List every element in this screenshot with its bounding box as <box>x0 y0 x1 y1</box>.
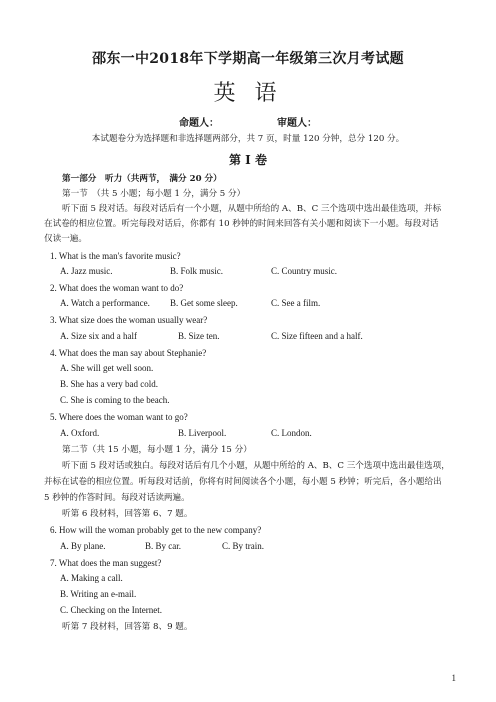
option-b: B. Get some sleep. <box>170 298 238 308</box>
option-c: C. She is coming to the beach. <box>60 395 170 405</box>
question-4: 4. What does the man say about Stephanie? <box>50 348 207 358</box>
option-b: B. She has a very bad cold. <box>60 379 158 389</box>
option-a: A. She will get well soon. <box>60 363 154 373</box>
subject-title: 英 语 <box>213 81 283 106</box>
option-c: C. See a film. <box>271 298 321 308</box>
option-c: C. By train. <box>222 541 264 551</box>
section1-instruction: 在试卷的相应位置。听完每段对话后，你都有 10 秒钟的时间来回答有关小题和阅读下一小题。每段对话 <box>44 219 439 229</box>
option-b: B. Liverpool. <box>178 428 227 438</box>
option-a: A. Watch a performance. <box>60 298 150 308</box>
option-b: B. Writing an e-mail. <box>60 589 137 599</box>
option-a: A. Jazz music. <box>60 266 113 276</box>
question-7: 7. What does the man suggest? <box>50 558 162 568</box>
section1-instruction: 仅读一遍。 <box>44 234 87 244</box>
option-c: C. Checking on the Internet. <box>60 605 162 615</box>
exam-title: 邵东一中2018年下学期高一年级第三次月考试题 <box>92 51 404 67</box>
question-5: 5. Where does the woman want to go? <box>50 412 188 422</box>
section2-instruction: 并标在试卷的相应位置。听每段对话前，你将有时间阅读各个小题，每小题 5 秒钟；听完后，各小题给出 <box>44 477 442 487</box>
option-a: A. Making a call. <box>60 573 123 583</box>
option-b: B. Size ten. <box>178 331 220 341</box>
option-a: A. By plane. <box>60 541 106 551</box>
section1-heading: 第一节 （共 5 小题；每小题 1 分，满分 5 分） <box>62 189 246 199</box>
section1-instruction: 听下面 5 段对话。每段对话后有一个小题，从题中所给的 A、B、C 三个选项中选出最佳选项，并标 <box>62 204 442 214</box>
material-7-note: 听第 7 段材料，回答第 8、9 题。 <box>62 622 193 632</box>
section2-instruction: 听下面 5 段对话或独白。每段对话后有几个小题，从题中所给的 A、B、C 三个选项中选出最佳选项， <box>62 461 450 471</box>
exam-note: 本试题卷分为选择题和非选择题两部分，共 7 页，时量 120 分钟，总分 120 分。 <box>91 134 405 144</box>
question-6: 6. How will the woman probably get to the new company? <box>50 525 262 535</box>
option-b: B. Folk music. <box>170 266 224 276</box>
author-label: 命题人： <box>179 118 219 129</box>
option-b: B. By car. <box>145 541 181 551</box>
part1-heading: 第一部分 听力（共两节， 满分 20 分） <box>62 174 222 184</box>
option-c: C. London. <box>271 428 312 438</box>
page-number: 1 <box>451 673 456 683</box>
option-c: C. Country music. <box>271 266 338 276</box>
question-3: 3. What size does the woman usually wear? <box>50 315 208 325</box>
volume-heading: 第 I 卷 <box>229 153 267 167</box>
section2-instruction: 5 秒钟的作答时间。每段对话读两遍。 <box>44 493 190 503</box>
author-line <box>0 114 496 129</box>
section2-heading: 第二节（共 15 小题，每小题 1 分，满分 15 分） <box>62 445 252 455</box>
material-6-note: 听第 6 段材料，回答第 6、7 题。 <box>62 509 193 519</box>
option-c: C. Size fifteen and a half. <box>271 331 363 341</box>
option-a: A. Oxford. <box>60 428 100 438</box>
question-1: 1. What is the man's favorite music? <box>50 251 181 261</box>
option-a: A. Size six and a half <box>60 331 137 341</box>
question-2: 2. What does the woman want to do? <box>50 283 184 293</box>
reviewer-label: 审题人： <box>277 118 317 129</box>
